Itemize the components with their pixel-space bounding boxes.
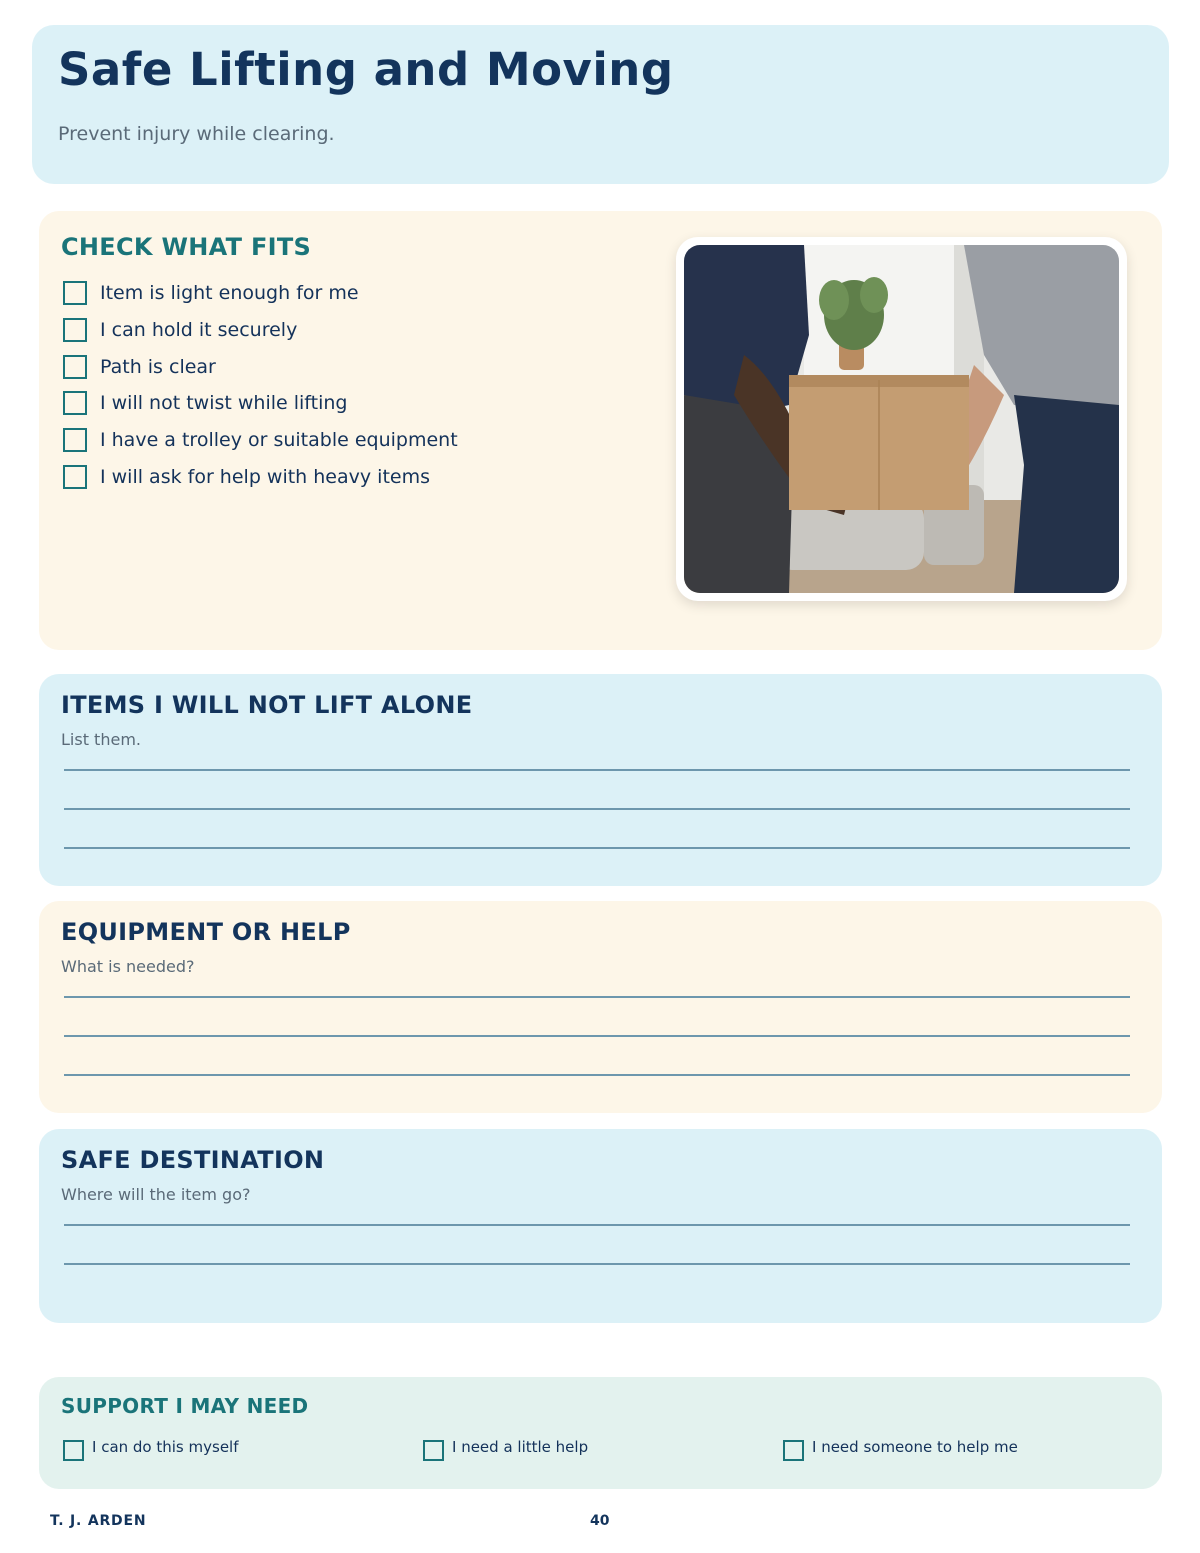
equipment-section-prompt: What is needed? <box>61 957 195 976</box>
safe-destination-card <box>39 1129 1162 1323</box>
items-section-title: ITEMS I WILL NOT LIFT ALONE <box>61 691 473 719</box>
writing-line[interactable] <box>64 1263 1130 1265</box>
writing-line[interactable] <box>64 1074 1130 1076</box>
checklist-item[interactable] <box>63 385 458 422</box>
checkbox[interactable] <box>423 1440 444 1461</box>
checklist-item-label: I will not twist while lifting <box>100 392 348 415</box>
checklist-item-label: I will ask for help with heavy items <box>100 465 430 488</box>
checkbox[interactable] <box>63 391 87 415</box>
writing-line[interactable] <box>64 996 1130 998</box>
writing-line[interactable] <box>64 769 1130 771</box>
two-people-lifting-box-photo <box>684 245 1119 593</box>
page-header <box>32 25 1169 184</box>
checklist-item[interactable] <box>63 458 458 495</box>
checkbox[interactable] <box>63 318 87 342</box>
writing-line[interactable] <box>64 808 1130 810</box>
support-section-title: SUPPORT I MAY NEED <box>61 1394 309 1418</box>
support-card <box>39 1377 1162 1489</box>
equipment-section-title: EQUIPMENT OR HELP <box>61 918 351 946</box>
checklist-item[interactable] <box>63 422 458 459</box>
writing-line[interactable] <box>64 847 1130 849</box>
check-what-fits-card <box>39 211 1162 650</box>
equipment-or-help-card <box>39 901 1162 1113</box>
support-option[interactable] <box>423 1432 588 1461</box>
checklist-item-label: Item is light enough for me <box>100 282 359 305</box>
checkbox[interactable] <box>63 355 87 379</box>
page-number: 40 <box>590 1513 610 1529</box>
photo-frame <box>676 237 1127 601</box>
items-not-lift-alone-card <box>39 674 1162 886</box>
checkbox[interactable] <box>63 1440 84 1461</box>
support-option-label: I need a little help <box>452 1437 589 1456</box>
check-section-title: CHECK WHAT FITS <box>61 233 312 261</box>
checklist-item[interactable] <box>63 348 458 385</box>
checklist-item-label: I can hold it securely <box>100 319 298 342</box>
destination-section-title: SAFE DESTINATION <box>61 1146 325 1174</box>
support-options <box>63 1432 1143 1456</box>
checkbox[interactable] <box>783 1440 804 1461</box>
checklist <box>63 275 458 495</box>
support-option[interactable] <box>63 1432 239 1461</box>
checklist-item[interactable] <box>63 312 458 349</box>
items-section-prompt: List them. <box>61 730 141 749</box>
checkbox[interactable] <box>63 281 87 305</box>
checklist-item-label: I have a trolley or suitable equipment <box>100 429 458 452</box>
page-subtitle: Prevent injury while clearing. <box>58 123 335 145</box>
checklist-item-label: Path is clear <box>100 355 216 378</box>
support-option[interactable] <box>783 1432 1018 1461</box>
destination-section-prompt: Where will the item go? <box>61 1185 251 1204</box>
checkbox[interactable] <box>63 428 87 452</box>
footer-author: T. J. ARDEN <box>50 1513 147 1529</box>
checklist-item[interactable] <box>63 275 458 312</box>
checkbox[interactable] <box>63 465 87 489</box>
support-option-label: I need someone to help me <box>812 1437 1018 1456</box>
writing-line[interactable] <box>64 1224 1130 1226</box>
writing-line[interactable] <box>64 1035 1130 1037</box>
page-title: Safe Lifting and Moving <box>58 43 674 96</box>
support-option-label: I can do this myself <box>92 1437 239 1456</box>
